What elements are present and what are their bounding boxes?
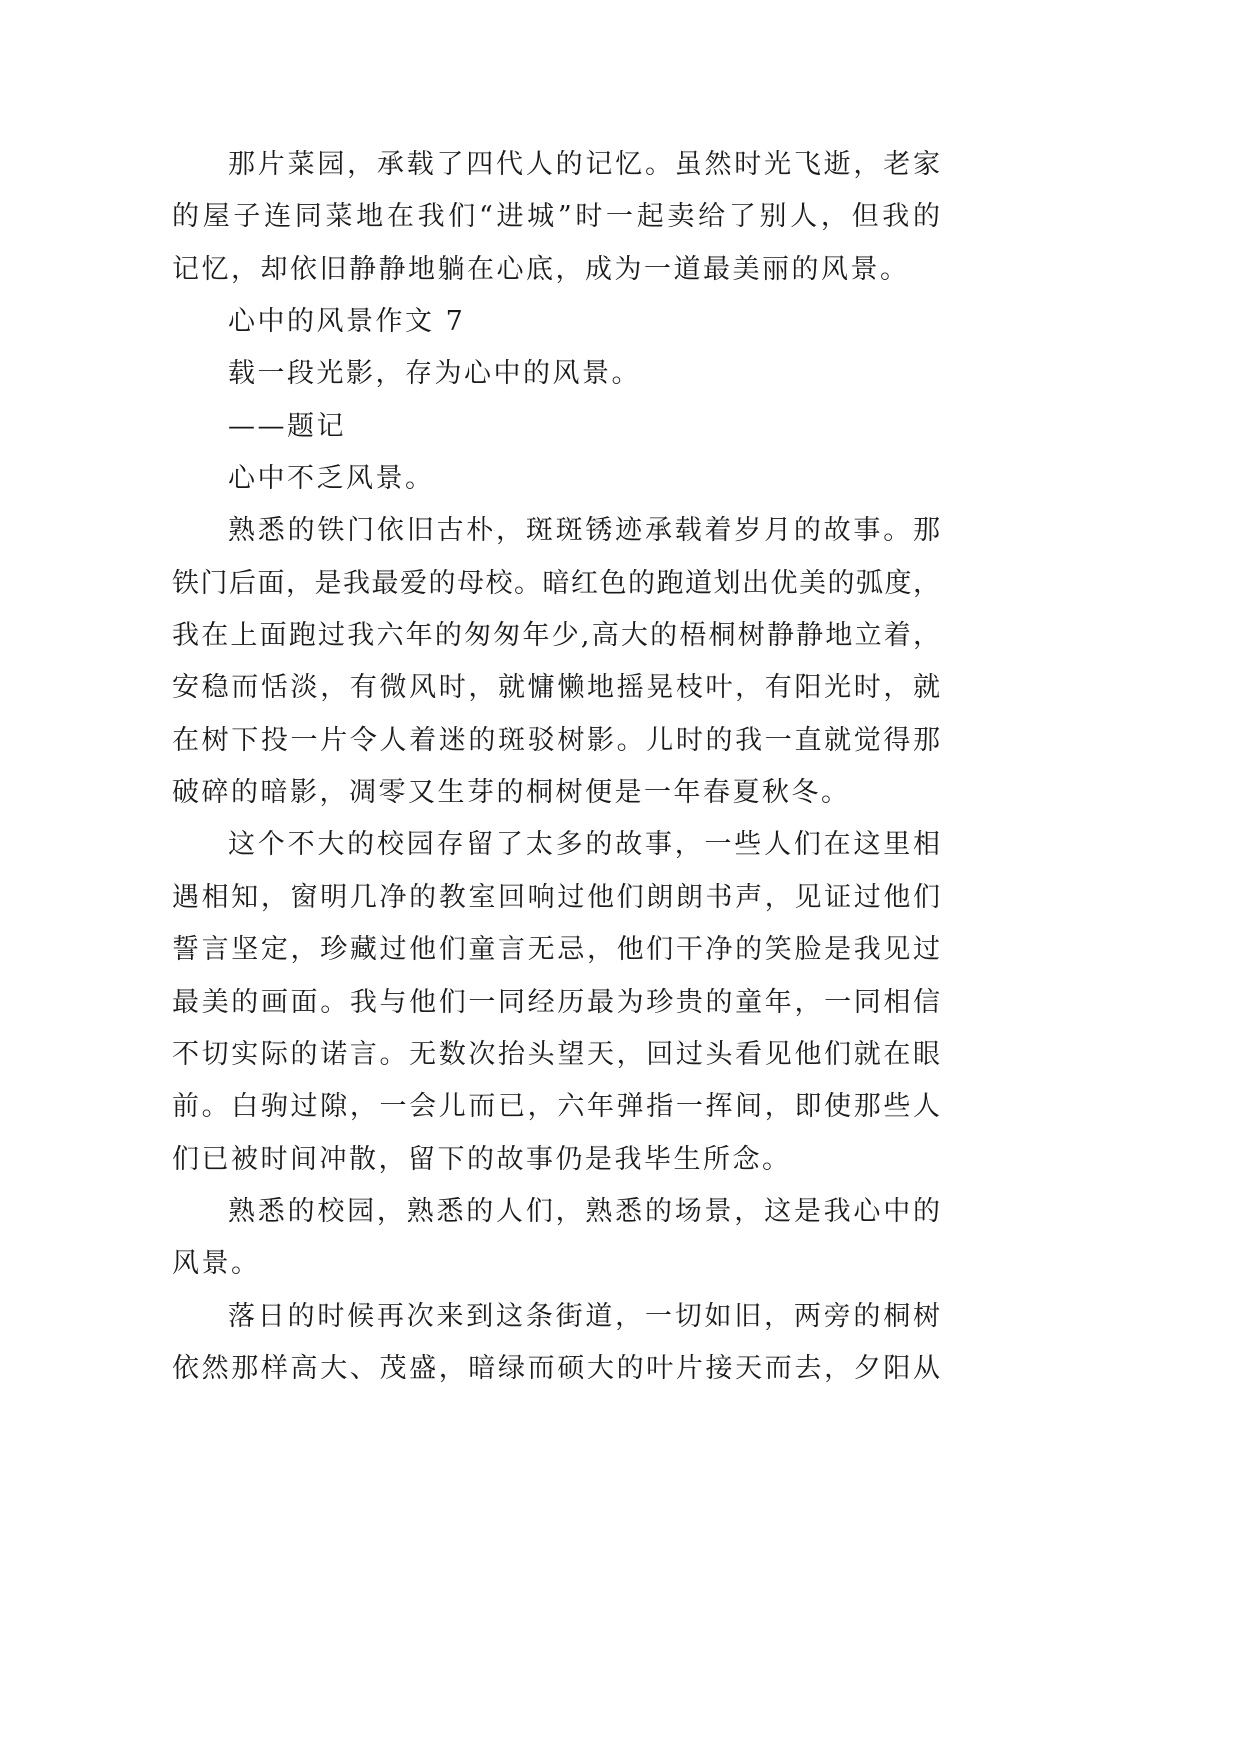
text-line: 载一段光影，存为心中的风景。 — [228, 358, 641, 390]
text-line: 不切实际的诺言。无数次抬头望天，回过头看见他们就在眼 — [172, 1038, 940, 1070]
text-line: 依然那样高大、茂盛，暗绿而硕大的叶片接天而去，夕阳从 — [172, 1352, 940, 1384]
essay-title — [172, 296, 940, 348]
text-line: 最美的画面。我与他们一同经历最为珍贵的童年，一同相信 — [172, 986, 940, 1018]
text-line: 在树下投一片令人着迷的斑驳树影。儿时的我一直就觉得那 — [172, 724, 940, 756]
text-line: 我在上面跑过我六年的匆匆年少,高大的梧桐树静静地立着， — [172, 620, 940, 652]
paragraph — [172, 505, 940, 819]
paragraph — [172, 453, 940, 505]
text-line: 破碎的暗影，凋零又生芽的桐树便是一年春夏秋冬。 — [172, 777, 851, 809]
paragraph — [172, 139, 940, 296]
text-line: 心中的风景作文 7 — [228, 306, 466, 338]
paragraph — [172, 1291, 940, 1396]
text-line: 风景。 — [172, 1248, 261, 1280]
text-line: 记忆，却依旧静静地躺在心底，成为一道最美丽的风景。 — [172, 253, 910, 285]
text-line: 心中不乏风景。 — [228, 463, 435, 495]
paragraph — [172, 819, 940, 1185]
text-line: 铁门后面，是我最爱的母校。暗红色的跑道划出优美的弧度， — [172, 567, 940, 599]
text-line: 那片菜园，承载了四代人的记忆。虽然时光飞逝，老家 — [228, 149, 940, 180]
text-line: ——题记 — [228, 410, 346, 442]
paragraph — [172, 1186, 940, 1291]
text-line: 落日的时候再次来到这条街道，一切如旧，两旁的桐树 — [228, 1300, 940, 1332]
document-body — [172, 139, 940, 1395]
text-line: 遇相知，窗明几净的教室回响过他们朗朗书声，见证过他们 — [172, 881, 940, 913]
text-line: 熟悉的校园，熟悉的人们，熟悉的场景，这是我心中的 — [228, 1195, 940, 1227]
text-line: 这个不大的校园存留了太多的故事，一些人们在这里相 — [228, 829, 940, 861]
epigraph — [172, 348, 940, 400]
text-line: 们已被时间冲散，留下的故事仍是我毕生所念。 — [172, 1143, 792, 1175]
text-line: 安稳而恬淡，有微风时，就慵懒地摇晃枝叶，有阳光时，就 — [172, 672, 940, 704]
epigraph-attribution — [172, 401, 940, 453]
text-line: 前。白驹过隙，一会儿而已，六年弹指一挥间，即使那些人 — [172, 1091, 940, 1123]
text-line: 的屋子连同菜地在我们“进城”时一起卖给了别人，但我的 — [172, 201, 940, 233]
text-line: 熟悉的铁门依旧古朴，斑斑锈迹承载着岁月的故事。那 — [228, 515, 940, 547]
text-line: 誓言坚定，珍藏过他们童言无忌，他们干净的笑脸是我见过 — [172, 934, 940, 966]
